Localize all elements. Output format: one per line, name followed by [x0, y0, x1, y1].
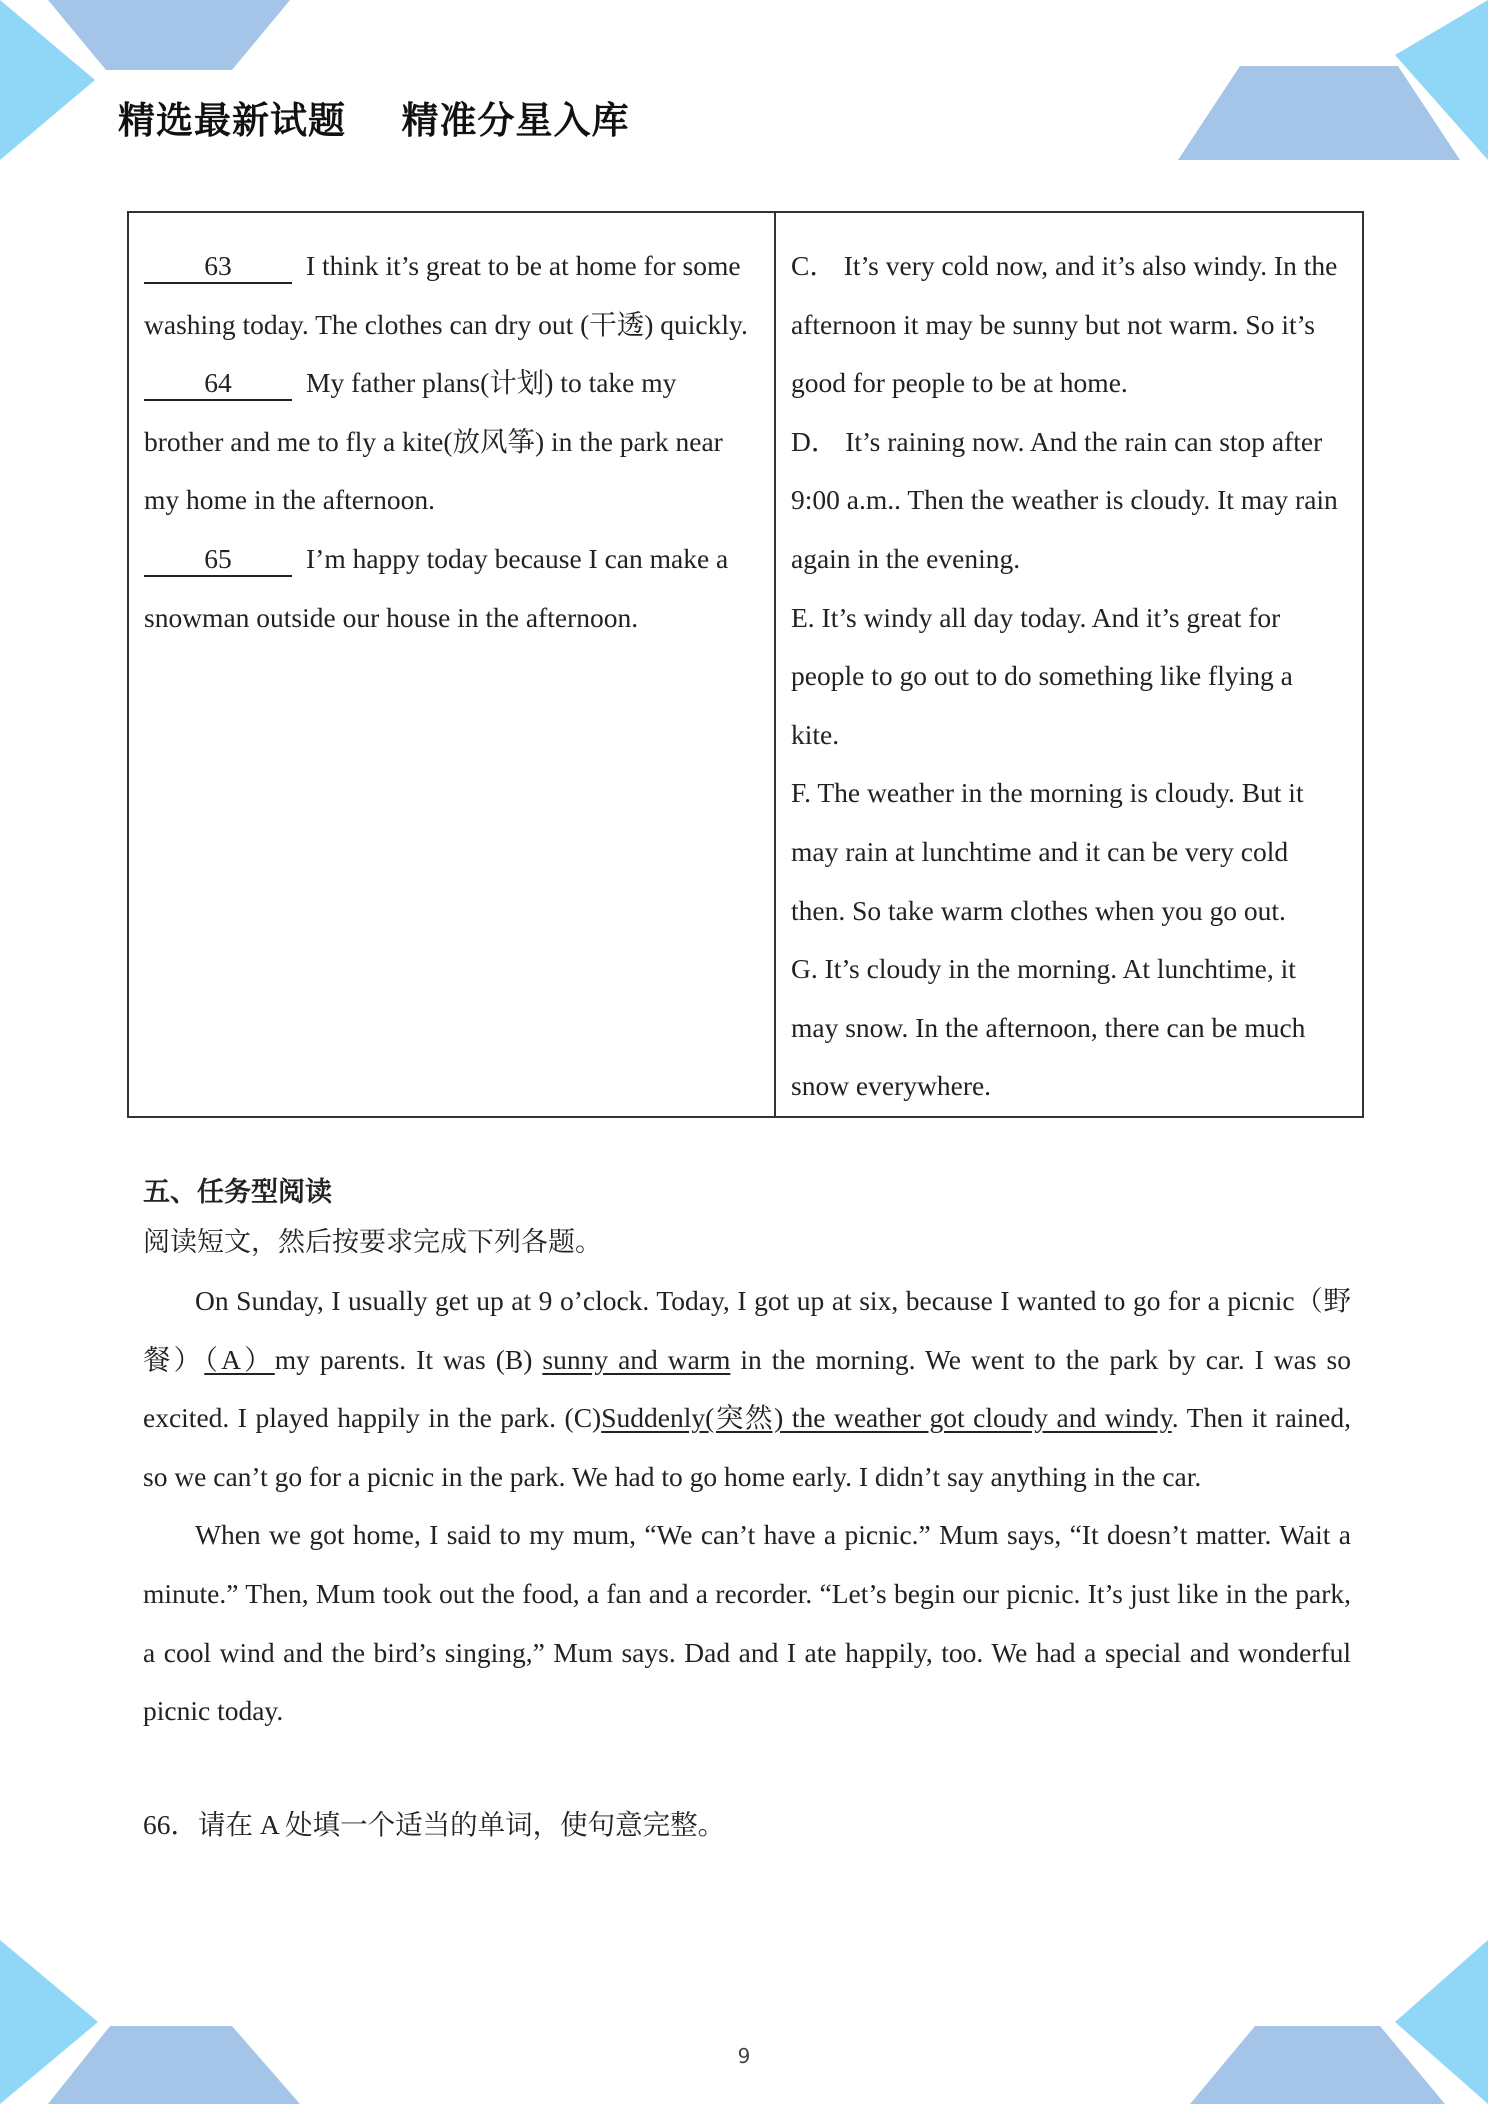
item-text: My father plans(计划) to take my brother and me to fly a kite(放风筝) in the park near my home in the afternoon.	[144, 367, 723, 516]
option-g: G. It’s cloudy in the morning. At lunchtime, it may snow. In the afternoon, there can be much snow everywhere.	[791, 953, 1306, 1102]
option-d: D． It’s raining now. And the rain can stop after 9:00 a.m.. Then the weather is cloudy. It may rain again in the evening.	[791, 425, 1338, 574]
option-e: E. It’s windy all day today. And it’s great for people to go out to do something like flying a kite.	[791, 601, 1293, 750]
section-heading: 五、任务型阅读	[143, 1177, 332, 1208]
question-66: 66．请在 A 处填一个适当的单词，使句意完整。	[143, 1809, 726, 1840]
deco-trapezoid-top-left	[48, 0, 290, 70]
passage-text: in the morning. We went to the park by car. I was so excited. I played happily in the park. (C)	[143, 1343, 1351, 1434]
right-cell	[775, 212, 1363, 1117]
option-c: C． It’s very cold now, and it’s also windy. In the afternoon it may be sunny but not warm. So it’s good for people to be at home.	[791, 250, 1338, 399]
item-text: I think it’s great to be at home for some washing today. The clothes can dry out (干透) quickly.	[144, 250, 748, 340]
underline-c: Suddenly(突然) the weather got cloudy and windy	[601, 1402, 1172, 1434]
underline-b: sunny and warm	[542, 1343, 731, 1375]
matching-table	[127, 211, 1364, 1118]
answer-blank: 64	[144, 366, 292, 401]
list-item	[144, 354, 758, 530]
passage-text: my parents. It was (B)	[274, 1343, 543, 1375]
blank-a: （A）	[204, 1343, 275, 1375]
answer-blank: 65	[144, 542, 292, 577]
list-item	[144, 237, 758, 354]
list-item	[144, 530, 758, 647]
paragraph-2: When we got home, I said to my mum, “We can’t have a picnic.” Mum says, “It doesn’t matter. Wait a minute.” Then, Mum took out the food, a fan and a recorder. “Let’s begin our picnic. It’s just like in the park, a cool wind and the bird’s singing,” Mum says. Dad and I ate happily, too. We had a special and wonderful picnic today.	[143, 1519, 1351, 1727]
passage-text: On Sunday, I usually get up at 9 o’clock. Today, I got up at six, because I wanted to go for a picnic（野餐）	[143, 1285, 1351, 1375]
left-cell	[128, 212, 775, 1117]
paragraph-1	[143, 1272, 1351, 1506]
passage-text: . Then it rained, so we can’t go for a picnic in the park. We had to go home early. I didn’t say anything in the car.	[143, 1402, 1352, 1492]
page-number: 9	[737, 2044, 751, 2068]
item-text: I’m happy today because I can make a snowman outside our house in the afternoon.	[144, 542, 729, 633]
header-title: 精选最新试题 精准分星入库	[118, 99, 630, 142]
section-instruction: 阅读短文，然后按要求完成下列各题。	[143, 1227, 602, 1258]
reading-passage	[143, 1272, 1351, 1741]
table-row	[128, 212, 1363, 1117]
option-f: F. The weather in the morning is cloudy. But it may rain at lunchtime and it can be very cold then. So take warm clothes when you go out.	[791, 777, 1304, 926]
answer-blank: 63	[144, 249, 292, 284]
